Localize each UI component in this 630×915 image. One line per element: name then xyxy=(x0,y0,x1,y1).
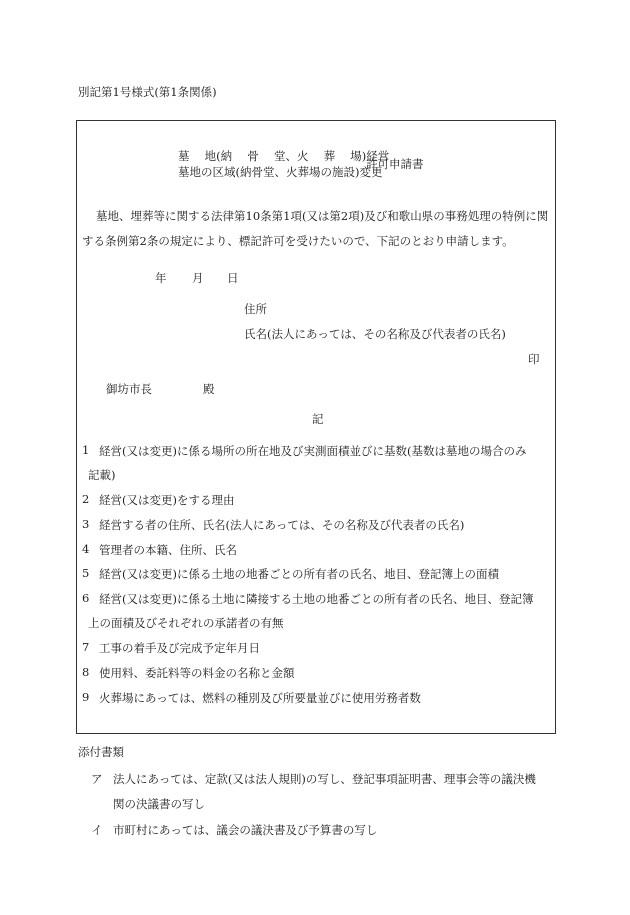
attachment-text: 市町村にあっては、議会の議決書及び予算書の写し xyxy=(113,823,378,837)
item-text: 経営(又は変更)に係る場所の所在地及び実測面積並びに基数(基数は墓地の場合のみ xyxy=(99,444,527,458)
addressee-honorific: 殿 xyxy=(203,382,215,396)
attachments-heading: 添付書類 xyxy=(78,745,124,759)
body-line-1: 墓地、埋葬等に関する法律第10条第1項(又は第2項)及び和歌山県の事務処理の特例に関 xyxy=(96,209,549,223)
title-line-2: 墓地の区域(納骨堂、火葬場の施設)変更 xyxy=(178,165,383,179)
item-text: 経営(又は変更)をする理由 xyxy=(99,493,235,507)
seal-mark: 印 xyxy=(528,352,540,366)
item-number: 2 xyxy=(82,492,90,506)
attachment-mark: ア xyxy=(91,772,103,786)
title-suffix: 許可申請書 xyxy=(366,157,424,171)
date-year: 年 xyxy=(155,271,167,285)
addressee-name: 御坊市長 xyxy=(106,382,152,396)
item-number: 3 xyxy=(82,517,90,531)
item-text: 経営(又は変更)に係る土地の地番ごとの所有者の氏名、地目、登記簿上の面積 xyxy=(99,567,499,581)
item-number: 9 xyxy=(82,690,90,704)
ki-heading: 記 xyxy=(312,412,324,426)
item-text: 管理者の本籍、住所、氏名 xyxy=(99,543,237,557)
attachment-text-continued: 関の決議書の写し xyxy=(113,797,205,811)
body-line-2: する条例第2条の規定により、標記許可を受けたいので、下記のとおり申請します。 xyxy=(82,234,514,248)
item-number: 5 xyxy=(82,566,90,580)
item-text: 火葬場にあっては、燃料の種別及び所要量並びに使用労務者数 xyxy=(99,691,421,705)
item-text-continued: 記載) xyxy=(88,468,116,482)
address-label: 住所 xyxy=(244,302,267,316)
item-text: 経営する者の住所、氏名(法人にあっては、その名称及び代表者の氏名) xyxy=(99,518,465,532)
item-number: 7 xyxy=(82,640,90,654)
item-number: 1 xyxy=(82,443,90,457)
date-month: 月 xyxy=(192,271,204,285)
item-number: 6 xyxy=(82,591,90,605)
item-number: 4 xyxy=(82,542,90,556)
date-day: 日 xyxy=(227,271,239,285)
item-text-continued: 上の面積及びそれぞれの承諾者の有無 xyxy=(88,616,284,630)
item-text: 経営(又は変更)に係る土地に隣接する土地の地番ごとの所有者の氏名、地目、登記簿 xyxy=(99,592,534,606)
name-label: 氏名(法人にあっては、その名称及び代表者の氏名) xyxy=(244,327,506,341)
item-text: 工事の着手及び完成予定年月日 xyxy=(99,641,260,655)
title-line-1: 墓 地(納 骨 堂、火 葬 場)経営 xyxy=(178,149,390,163)
attachment-mark: イ xyxy=(91,823,103,837)
item-text: 使用料、委託料等の料金の名称と金額 xyxy=(99,666,295,680)
item-number: 8 xyxy=(82,665,90,679)
attachment-text: 法人にあっては、定款(又は法人規則)の写し、登記事項証明書、理事会等の議決機 xyxy=(113,772,536,786)
form-label: 別記第1号様式(第1条関係) xyxy=(78,85,217,99)
